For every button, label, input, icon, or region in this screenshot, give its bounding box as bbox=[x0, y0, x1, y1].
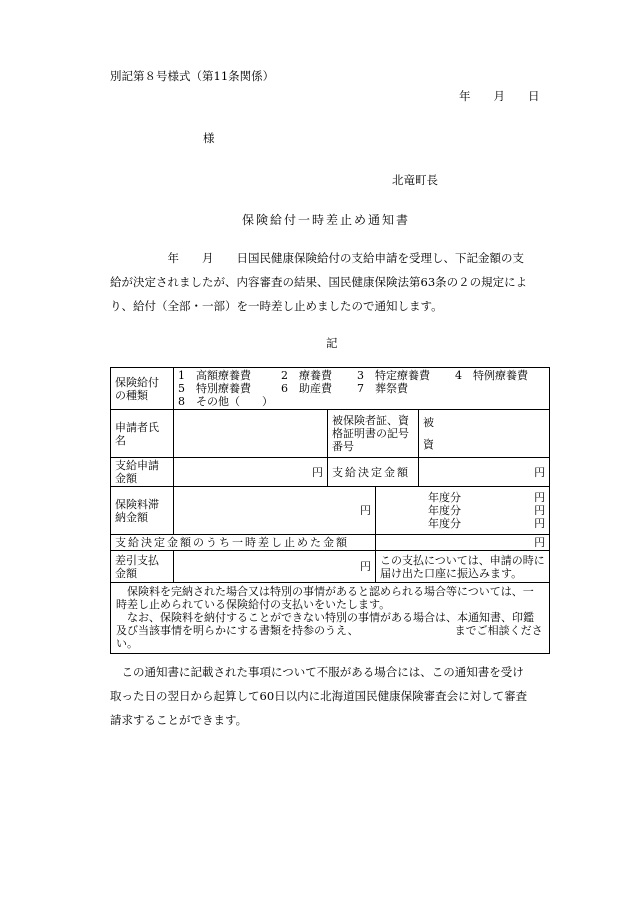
benefit-option: 3 特定療養費 bbox=[357, 369, 430, 382]
yen-unit: 円 bbox=[360, 504, 371, 517]
suspended-amount-label: 支給決定金額のうち一時差し止めた金額 bbox=[111, 535, 376, 551]
fiscal-year-breakdown bbox=[376, 487, 550, 535]
fiscal-year-row: 年度分 円 bbox=[428, 504, 546, 517]
page-title: 保険給付一時差止め通知書 bbox=[242, 213, 411, 227]
yen-unit: 円 bbox=[534, 536, 546, 549]
applicant-name-field[interactable] bbox=[174, 410, 328, 458]
net-payment-amount[interactable] bbox=[174, 551, 376, 583]
yen-unit: 円 bbox=[312, 465, 323, 479]
form-number: 別記第８号様式（第11条関係） bbox=[110, 69, 275, 83]
issuer: 北竜町長 bbox=[392, 173, 438, 187]
notice-text-2: なお、保険料を納付することができない特別の事情がある場合は、本通知書、印鑑及び当該事情を明らかにする書類を持参のうえ、 までご相談ください。 bbox=[116, 611, 543, 650]
insurance-cert-label: 被保険者証、資格証明書の記号番号 bbox=[328, 410, 419, 458]
overdue-premium-amount[interactable] bbox=[174, 487, 376, 535]
date-line: 年 月 日 bbox=[459, 89, 540, 103]
benefit-form-table bbox=[110, 367, 550, 654]
benefit-option: 2 療養費 bbox=[281, 369, 332, 382]
payment-decision-label: 支給決定金額 bbox=[328, 458, 419, 487]
notice-text-1: 保険料を完納された場合又は特別の事情があると認められる場合等については、一時差し止められている保険給付の支払いをいたします。 bbox=[116, 585, 534, 611]
intro-paragraph: 年 月 日国民健康保険給付の支給申請を受理し、下記金額の支給が決定されましたが、内容審査の結果、国民健康保険法第63条の２の規定により、給付（全部・一部）を一時差し止めましたので通知します。 bbox=[110, 251, 528, 313]
hi-label: 被 bbox=[423, 416, 434, 429]
benefit-option: 5 特別療養費 bbox=[178, 382, 251, 395]
addressee-suffix: 様 bbox=[203, 131, 215, 145]
payment-decision-amount[interactable] bbox=[419, 458, 550, 487]
payment-application-label: 支給申請金額 bbox=[111, 458, 174, 487]
notice-box bbox=[111, 583, 550, 654]
insurance-cert-field[interactable] bbox=[419, 410, 550, 458]
benefit-option: 1 高額療養費 bbox=[178, 369, 251, 382]
ki-label: 記 bbox=[326, 336, 338, 350]
yen-unit: 円 bbox=[534, 465, 546, 479]
benefit-type-options bbox=[174, 368, 550, 410]
shi-label: 資 bbox=[423, 438, 434, 451]
benefit-option: 8 その他（ ） bbox=[178, 395, 273, 408]
payment-application-amount[interactable] bbox=[174, 458, 328, 487]
fiscal-year-row: 年度分 円 bbox=[428, 517, 546, 530]
fiscal-year-row: 年度分 円 bbox=[428, 491, 546, 504]
overdue-premium-label: 保険料滞納金額 bbox=[111, 487, 174, 535]
benefit-option: 4 特例療養費 bbox=[455, 369, 528, 382]
applicant-name-label: 申請者氏名 bbox=[111, 410, 174, 458]
benefit-option: 7 葬祭費 bbox=[357, 382, 408, 395]
suspended-amount[interactable] bbox=[376, 535, 550, 551]
yen-unit: 円 bbox=[360, 560, 371, 573]
net-payment-note: この支払については、申請の時に届け出た口座に振込みます。 bbox=[376, 551, 550, 583]
benefit-type-label: 保険給付の種類 bbox=[111, 368, 174, 410]
net-payment-label: 差引支払金額 bbox=[111, 551, 174, 583]
appeal-paragraph: この通知書に記載された事項について不服がある場合には、この通知書を受け取った日の翌日から起算して60日以内に北海道国民健康保険審査会に対して審査請求することができます。 bbox=[110, 665, 528, 727]
benefit-option: 6 助産費 bbox=[281, 382, 332, 395]
